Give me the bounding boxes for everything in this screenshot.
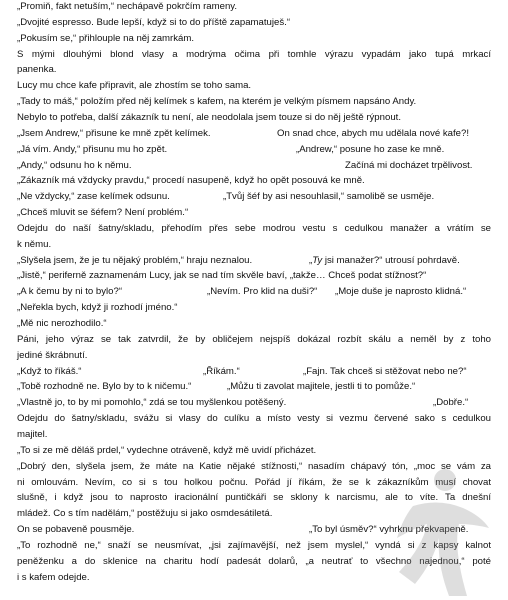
text-line (0, 333, 508, 346)
line-segment: „Zákazník má vždycky pravdu,“ procedí nasupeně, když ho opět posouvá ke mně. (17, 175, 365, 187)
text-line (0, 79, 508, 92)
line-text: Odejdu do naší šatny/skladu, přehodím přes sebe modrou vestu s cedulkou manažer a vrátím se (17, 222, 491, 234)
text-line (0, 444, 508, 457)
line-text: „To rozhodně ne,“ snaží se neusmívat, „jsi zajímavější, než jsem myslel,“ vyndá si z kapsy kalnot (17, 539, 491, 551)
text-line (0, 174, 508, 187)
text-line (0, 32, 508, 45)
line-segment: „Ne vždycky,“ zase kelímek odsunu. (17, 191, 170, 203)
text-line (0, 317, 508, 330)
line-segment: „Chceš mluvit se šéfem? Není problém.“ (17, 207, 189, 219)
line-segment: „Když to říkáš.“ (17, 365, 82, 377)
line-segment: „Já vím. Andy,“ přisunu mu ho zpět. (17, 143, 168, 155)
line-segment: „Slyšela jsem, že je tu nějaký problém,“ hraju neznalou. (17, 254, 253, 266)
line-segment: „To si ze mě děláš prdel,“ vydechne otráveně, když mě uvidí přicházet. (17, 444, 317, 456)
line-segment: On snad chce, abych mu udělala nové kafe?! (277, 127, 469, 139)
line-segment: „Jistě,“ periferně zaznamenám Lucy, jak se nad tím skvěle baví, „takže… Chceš podat stížnost?“ (17, 270, 427, 282)
text-line (0, 349, 508, 362)
line-text: slušně, i když jsou to naprosto iracionální puntičkáři se sklony k narcismu, ale to víte. Ta dnešní (17, 492, 491, 504)
line-segment: majitel. (17, 428, 48, 440)
line-segment: „Fajn. Tak chceš si stěžovat nebo ne?“ (303, 365, 467, 377)
text-line (0, 396, 508, 409)
line-text: ni omlouvám. Nevím, co si s tou holkou počnu. Pořád jí říkám, že se k zákazníkům musí chovat (17, 476, 491, 488)
line-segment: Začíná mi docházet trpělivost. (345, 159, 473, 171)
text-line (0, 365, 508, 378)
line-segment: „Andrew,“ posune ho zase ke mně. (296, 143, 445, 155)
line-segment: „Tady to máš,“ položím před něj kelímek s kafem, na kterém je velkým písmem napsáno Andy. (17, 96, 417, 108)
line-segment: „Ty jsi manažer?“ utrousí pohrdavě. (309, 254, 460, 266)
line-segment: On se pobaveně pousměje. (17, 524, 135, 536)
line-segment: Nebylo to potřeba, další zákazník tu není, ale neodolala jsem touze si do něj ještě rýpnout. (17, 111, 401, 123)
text-line (0, 380, 508, 393)
line-text: peněženku a do sklenice na charitu hodí padesát dolarů, „a neutrať to všechno najednou,“ poté (17, 555, 491, 567)
line-segment: „Jsem Andrew,“ přisune ke mně zpět kelímek. (17, 127, 211, 139)
line-segment: „Mě nic nerozhodilo.“ (17, 318, 107, 329)
line-text: Odejdu do šatny/skladu, svážu si vlasy do culíku a místo vesty si vezmu červené sako s cedulkou (17, 413, 491, 425)
line-segment: „Moje duše je naprosto klidná.“ (335, 286, 467, 298)
line-segment: „Tobě rozhodně ne. Bylo by to k ničemu.“ (17, 381, 192, 393)
text-line (0, 159, 508, 172)
line-segment: „Neřekla bych, když ji rozhodí jméno.“ (17, 302, 178, 314)
line-segment: „Dvojité espresso. Bude lepší, když si to do příště zapamatuješ.“ (17, 16, 291, 28)
line-segment: „Říkám.“ (203, 365, 240, 377)
text-line (0, 190, 508, 203)
text-line (0, 269, 508, 282)
text-line (0, 127, 508, 140)
line-segment: „Nevím. Pro klid na duši?“ (207, 286, 318, 298)
line-text: Páni, jeho výraz se tak zatvrdil, že by obličejem nejspíš dokázal rozbít skálu a neměl by z toho (17, 333, 491, 345)
line-segment: Lucy mu chce kafe připravit, ale zhostím se toho sama. (17, 80, 252, 92)
text-line (0, 0, 508, 13)
line-segment: „Vlastně jo, to by mi pomohlo,“ zdá se tou myšlenkou potěšený. (17, 397, 287, 409)
text-line (0, 95, 508, 108)
line-text: „Dobrý den, slyšela jsem, že máte na Katie nějaké stížnosti,“ nasadím chápavý tón, „moc se vám za (17, 460, 491, 472)
line-segment: panenka. (17, 64, 57, 76)
line-text: S mými dlouhými blond vlasy a modrýma očima při tomhle výrazu vypadám jako tupá mrkací (17, 48, 491, 60)
line-segment: mládež. Co s tím nadělám,“ postěžuju si jako osmdesátiletá. (17, 508, 273, 520)
line-segment: „Můžu ti zavolat majitele, jestli ti to pomůže.“ (227, 381, 416, 393)
text-line (0, 143, 508, 156)
line-segment: jediné škrábnutí. (17, 349, 88, 361)
text-line (0, 63, 508, 76)
text-line (0, 206, 508, 219)
line-segment: „Tvůj šéf by asi nesouhlasil,“ samolibě se usměje. (223, 191, 435, 203)
line-segment: „Promiň, fakt netuším,“ nechápavě pokrčím rameny. (17, 1, 238, 12)
text-line (0, 428, 508, 441)
line-segment: „To byl úsměv?“ vyhrknu překvapeně. (309, 524, 469, 536)
line-segment: k němu. (17, 238, 52, 250)
line-segment: „Dobře.“ (433, 397, 469, 409)
line-segment: „A k čemu by ni to bylo?“ (17, 286, 123, 298)
text-line (0, 301, 508, 314)
text-line (0, 254, 508, 267)
text-line (0, 285, 508, 298)
text-line (0, 111, 508, 124)
text-line (0, 16, 508, 29)
text-line (0, 222, 508, 235)
text-line (0, 48, 508, 61)
text-line (0, 412, 508, 425)
line-segment: „Andy,“ odsunu ho k němu. (17, 159, 132, 171)
text-line (0, 238, 508, 251)
line-segment: „Pokusím se,“ přihlouple na něj zamrkám. (17, 32, 195, 44)
line-segment: i s kafem odejde. (17, 571, 90, 583)
person-logo-watermark-icon (393, 468, 493, 596)
